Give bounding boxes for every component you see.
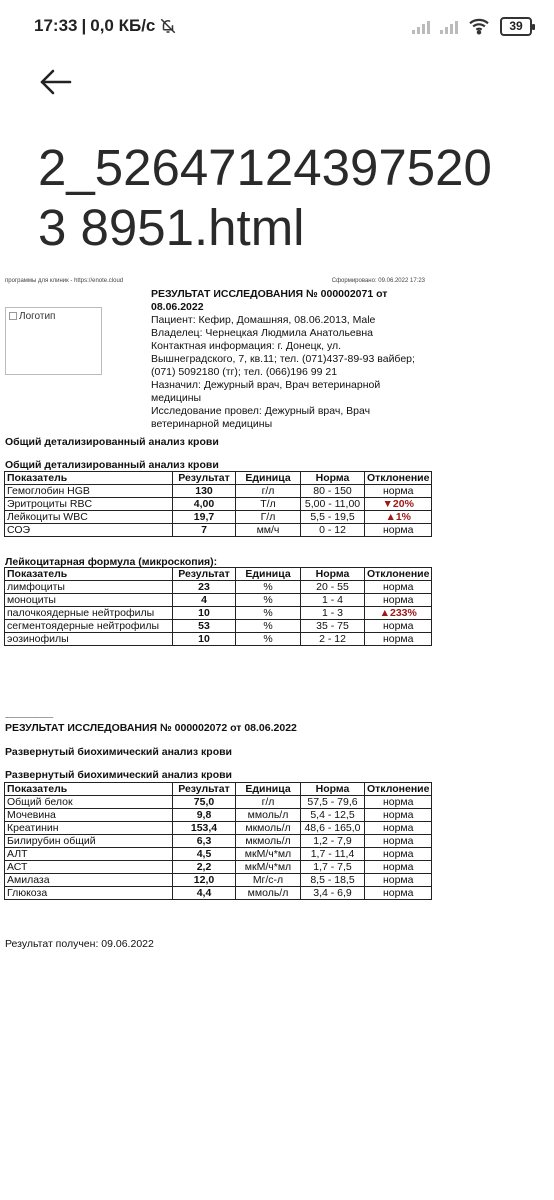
column-header: Единица xyxy=(236,472,301,485)
report-title: РЕЗУЛЬТАТ ИССЛЕДОВАНИЯ № 000002071 от 08.06.2022 xyxy=(151,288,388,313)
indicator-cell: эозинофилы xyxy=(5,633,173,646)
column-header: Отклонение xyxy=(365,472,432,485)
table-header-row xyxy=(5,472,432,485)
performed-info: Исследование провел: Дежурный врач, Врач ветеринарной медицины xyxy=(151,405,371,430)
norm-cell: 2 - 12 xyxy=(301,633,365,646)
result-cell: 75,0 xyxy=(173,796,236,809)
unit-cell: Г/л xyxy=(236,511,301,524)
indicator-cell: Мочевина xyxy=(5,809,173,822)
unit-cell: мм/ч xyxy=(236,524,301,537)
table-row xyxy=(5,524,432,537)
deviation-cell: норма xyxy=(365,848,432,861)
status-network-speed: 0,0 КБ/с xyxy=(90,16,156,35)
deviation-cell: норма xyxy=(365,822,432,835)
column-header: Единица xyxy=(236,783,301,796)
unit-cell: Мг/с-л xyxy=(236,874,301,887)
result-cell: 4 xyxy=(173,594,236,607)
unit-cell: % xyxy=(236,633,301,646)
deviation-cell: норма xyxy=(365,887,432,900)
deviation-cell: норма xyxy=(365,620,432,633)
result-cell: 7 xyxy=(173,524,236,537)
bell-muted-icon xyxy=(159,17,177,35)
unit-cell: % xyxy=(236,594,301,607)
indicator-cell: Эритроциты RBC xyxy=(5,498,173,511)
deviation-cell: норма xyxy=(365,874,432,887)
result-received: Результат получен: 09.06.2022 xyxy=(5,938,154,950)
indicator-cell: Креатинин xyxy=(5,822,173,835)
table-row xyxy=(5,594,432,607)
unit-cell: ммоль/л xyxy=(236,809,301,822)
unit-cell: мкМ/ч*мл xyxy=(236,848,301,861)
deviation-cell: норма xyxy=(365,861,432,874)
norm-cell: 0 - 12 xyxy=(301,524,365,537)
indicator-cell: лимфоциты xyxy=(5,581,173,594)
column-header: Результат xyxy=(173,568,236,581)
result-cell: 130 xyxy=(173,485,236,498)
table-row xyxy=(5,485,432,498)
indicator-cell: моноциты xyxy=(5,594,173,607)
status-bar xyxy=(0,0,554,52)
norm-cell: 5,00 - 11,00 xyxy=(301,498,365,511)
result-cell: 6,3 xyxy=(173,835,236,848)
unit-cell: ммоль/л xyxy=(236,887,301,900)
column-header: Показатель xyxy=(5,568,173,581)
deviation-cell: норма xyxy=(365,485,432,498)
unit-cell: Т/л xyxy=(236,498,301,511)
patient-info: Пациент: Кефир, Домашняя, 08.06.2013, Male xyxy=(151,314,376,326)
indicator-cell: Билирубин общий xyxy=(5,835,173,848)
section-heading: Развернутый биохимический анализ крови xyxy=(5,746,233,758)
status-time: 17:33 xyxy=(34,16,78,35)
table-row xyxy=(5,809,432,822)
broken-image-icon xyxy=(9,312,17,320)
indicator-cell: Лейкоциты WBC xyxy=(5,511,173,524)
table-row xyxy=(5,887,432,900)
column-header: Норма xyxy=(301,472,365,485)
norm-cell: 1,7 - 11,4 xyxy=(301,848,365,861)
table-row xyxy=(5,581,432,594)
column-header: Единица xyxy=(236,568,301,581)
indicator-cell: палочкоядерные нейтрофилы xyxy=(5,607,173,620)
table-row xyxy=(5,822,432,835)
norm-cell: 1 - 4 xyxy=(301,594,365,607)
page-title: 2_526471243975203 8951.html xyxy=(38,139,492,256)
report2-title: РЕЗУЛЬТАТ ИССЛЕДОВАНИЯ № 000002072 от 08.06.2022 xyxy=(5,722,297,734)
indicator-cell: сегментоядерные нейтрофилы xyxy=(5,620,173,633)
unit-cell: % xyxy=(236,581,301,594)
result-cell: 53 xyxy=(173,620,236,633)
section-heading: Общий детализированный анализ крови xyxy=(5,436,219,448)
column-header: Показатель xyxy=(5,783,173,796)
result-cell: 4,00 xyxy=(173,498,236,511)
arrow-left-icon[interactable] xyxy=(36,62,76,102)
table-row xyxy=(5,861,432,874)
norm-cell: 5,5 - 19,5 xyxy=(301,511,365,524)
status-left xyxy=(34,16,177,36)
logo-placeholder xyxy=(5,307,102,375)
table-row xyxy=(5,607,432,620)
indicator-cell: АЛТ xyxy=(5,848,173,861)
column-header: Результат xyxy=(173,472,236,485)
column-header: Норма xyxy=(301,783,365,796)
norm-cell: 5,4 - 12,5 xyxy=(301,809,365,822)
document-topline xyxy=(5,278,425,284)
deviation-cell: норма xyxy=(365,594,432,607)
result-cell: 2,2 xyxy=(173,861,236,874)
indicator-cell: Гемоглобин HGB xyxy=(5,485,173,498)
status-right xyxy=(412,17,532,36)
norm-cell: 1,2 - 7,9 xyxy=(301,835,365,848)
table-row xyxy=(5,874,432,887)
unit-cell: мкмоль/л xyxy=(236,835,301,848)
unit-cell: % xyxy=(236,607,301,620)
column-header: Результат xyxy=(173,783,236,796)
norm-cell: 8,5 - 18,5 xyxy=(301,874,365,887)
status-divider: | xyxy=(81,16,87,35)
column-header: Отклонение xyxy=(365,783,432,796)
unit-cell: мкмоль/л xyxy=(236,822,301,835)
result-cell: 23 xyxy=(173,581,236,594)
result-cell: 10 xyxy=(173,607,236,620)
deviation-cell: норма xyxy=(365,633,432,646)
deviation-cell: норма xyxy=(365,809,432,822)
indicator-cell: Глюкоза xyxy=(5,887,173,900)
table-row xyxy=(5,620,432,633)
top-right-text: Сформировано: 09.06.2022 17:23 xyxy=(331,278,425,284)
deviation-cell: норма xyxy=(365,796,432,809)
table-header-row xyxy=(5,783,432,796)
table-row xyxy=(5,511,432,524)
battery-icon: 39 xyxy=(500,17,532,36)
table-row xyxy=(5,633,432,646)
column-header: Показатель xyxy=(5,472,173,485)
top-left-text: программы для клиник - https://enote.cloud xyxy=(5,278,124,284)
indicator-cell: СОЭ xyxy=(5,524,173,537)
indicator-cell: Амилаза xyxy=(5,874,173,887)
result-cell: 153,4 xyxy=(173,822,236,835)
result-cell: 12,0 xyxy=(173,874,236,887)
norm-cell: 48,6 - 165,0 xyxy=(301,822,365,835)
column-header: Норма xyxy=(301,568,365,581)
result-cell: 9,8 xyxy=(173,809,236,822)
norm-cell: 1,7 - 7,5 xyxy=(301,861,365,874)
norm-cell: 20 - 55 xyxy=(301,581,365,594)
table-header-row xyxy=(5,568,432,581)
table-row xyxy=(5,796,432,809)
norm-cell: 1 - 3 xyxy=(301,607,365,620)
logo-alt-text: Логотип xyxy=(19,311,56,322)
signal-icon xyxy=(412,18,430,34)
owner-info: Владелец: Чернецкая Людмила Анатольевна xyxy=(151,327,373,339)
unit-cell: мкМ/ч*мл xyxy=(236,861,301,874)
signal-2-icon xyxy=(440,18,458,34)
results-table-1 xyxy=(4,471,432,537)
result-cell: 4,5 xyxy=(173,848,236,861)
separator-line: -------------------------------- xyxy=(5,715,53,721)
wifi-icon xyxy=(468,17,490,35)
indicator-cell: АСТ xyxy=(5,861,173,874)
result-cell: 4,4 xyxy=(173,887,236,900)
table-row xyxy=(5,498,432,511)
deviation-cell: ▼20% xyxy=(365,498,432,511)
table-row xyxy=(5,848,432,861)
table-row xyxy=(5,835,432,848)
unit-cell: г/л xyxy=(236,796,301,809)
results-table-3 xyxy=(4,782,432,900)
deviation-cell: ▲1% xyxy=(365,511,432,524)
results-table-2 xyxy=(4,567,432,646)
report-header xyxy=(151,288,421,431)
norm-cell: 80 - 150 xyxy=(301,485,365,498)
deviation-cell: норма xyxy=(365,524,432,537)
assigned-info: Назначил: Дежурный врач, Врач ветеринарной медицины xyxy=(151,379,381,404)
column-header: Отклонение xyxy=(365,568,432,581)
unit-cell: % xyxy=(236,620,301,633)
result-cell: 19,7 xyxy=(173,511,236,524)
deviation-cell: ▲233% xyxy=(365,607,432,620)
norm-cell: 3,4 - 6,9 xyxy=(301,887,365,900)
unit-cell: г/л xyxy=(236,485,301,498)
deviation-cell: норма xyxy=(365,581,432,594)
table-caption: Лейкоцитарная формула (микроскопия): xyxy=(5,556,218,568)
deviation-cell: норма xyxy=(365,835,432,848)
norm-cell: 35 - 75 xyxy=(301,620,365,633)
contact-info: Контактная информация: г. Донецк, ул. Вышнеградского, 7, кв.11; тел. (071)437-89-93 вайбер; (071) 5092180 (тг); тел. (066)196 99 21 xyxy=(151,340,415,378)
document-preview[interactable] xyxy=(0,270,554,1170)
table-caption: Развернутый биохимический анализ крови xyxy=(5,769,233,781)
table-caption: Общий детализированный анализ крови xyxy=(5,459,219,471)
indicator-cell: Общий белок xyxy=(5,796,173,809)
result-cell: 10 xyxy=(173,633,236,646)
norm-cell: 57,5 - 79,6 xyxy=(301,796,365,809)
